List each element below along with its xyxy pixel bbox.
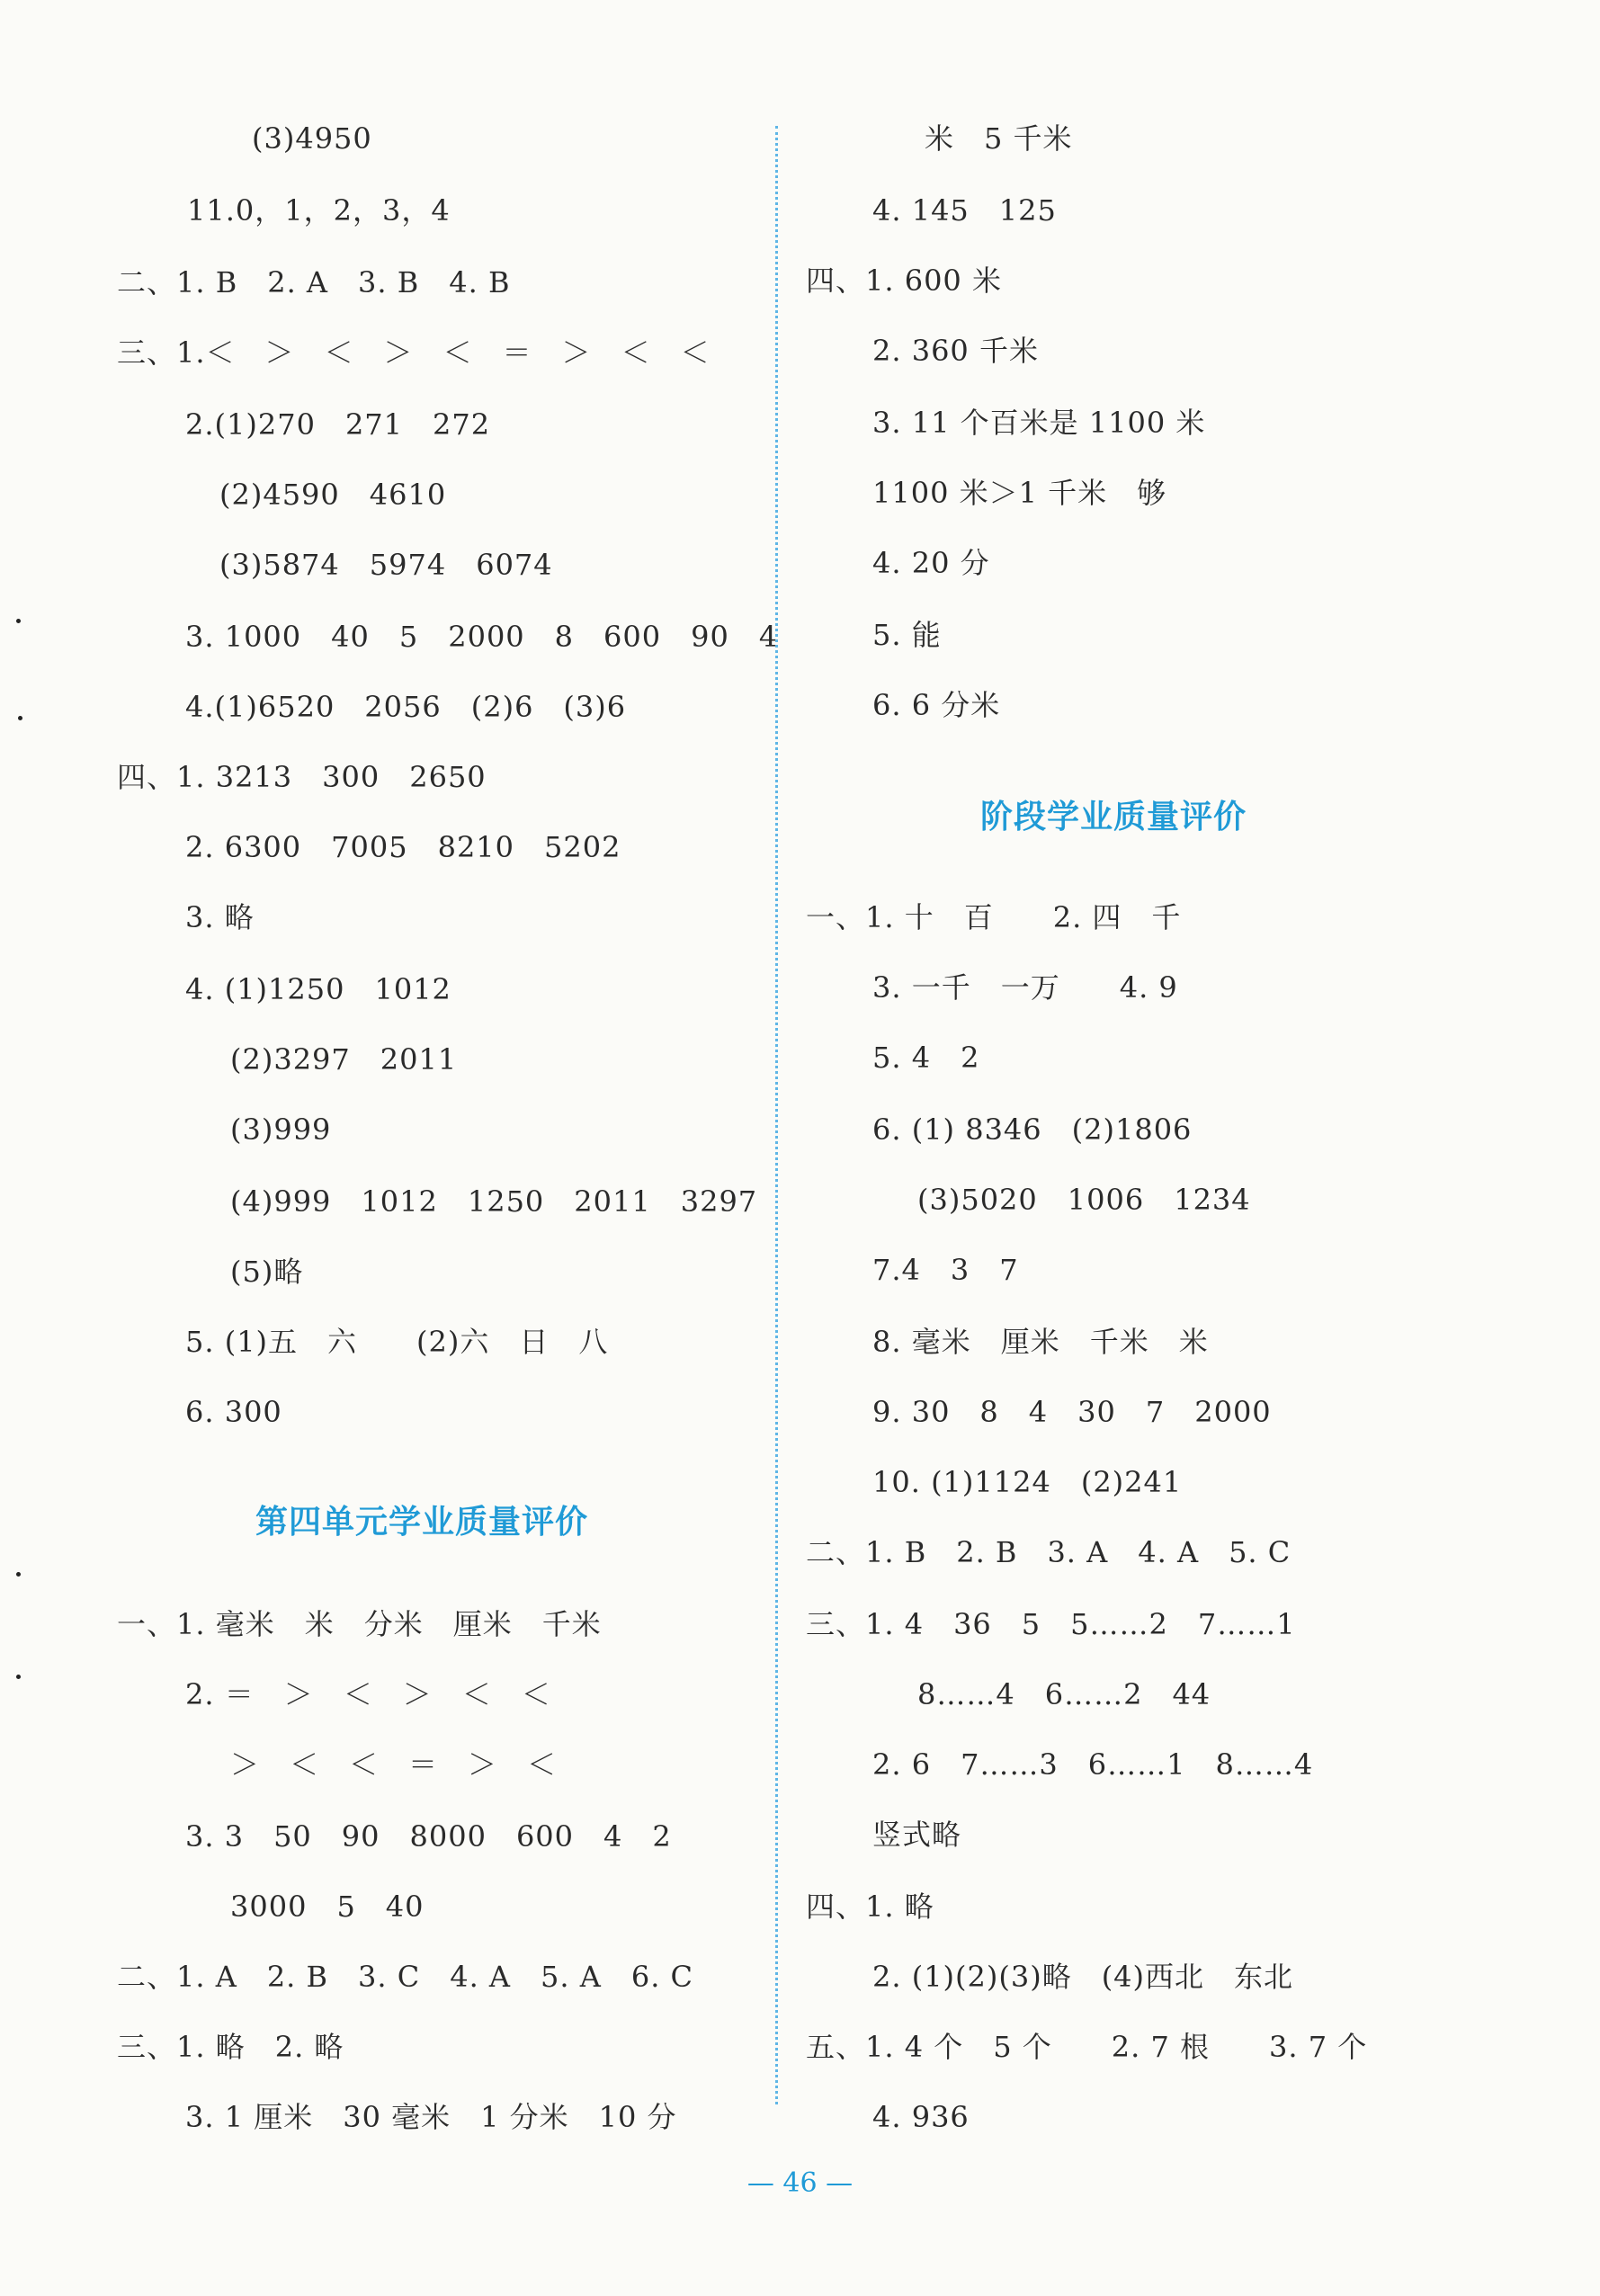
answer-line: 三、1. 4 36 5 5……2 7……1 [806,1607,1296,1641]
answer-line: 8. 毫米 厘米 千米 米 [872,1325,1209,1359]
answer-line: 4. (1)1250 1012 [185,972,451,1006]
answer-line: 三、1. 略 2. 略 [117,2030,344,2064]
answer-line: (4)999 1012 1250 2011 3297 [230,1184,758,1219]
answer-line: 三、1.＜ ＞ ＜ ＞ ＜ ＝ ＞ ＜ ＜ [117,335,711,370]
answer-line: 5. 能 [872,618,942,652]
answer-line: 5. (1)五 六 (2)六 日 八 [185,1325,609,1359]
answer-line: (2)4590 4610 [219,478,447,512]
answer-line: 2.(1)270 271 272 [185,407,491,442]
answer-line: 1100 米＞1 千米 够 [872,476,1167,510]
answer-line: 米 5 千米 [925,121,1073,156]
answer-line: 一、1. 十 百 2. 四 千 [806,900,1182,934]
answer-line: 3. 1000 40 5 2000 8 600 90 4 [185,620,779,654]
answer-line: 四、1. 略 [806,1890,934,1924]
answer-line: 2. 6300 7005 8210 5202 [185,830,621,864]
answer-line: 4. 145 125 [872,193,1057,228]
answer-line: 3000 5 40 [230,1890,425,1924]
answer-line: 6. (1) 8346 (2)1806 [872,1112,1193,1147]
answer-line: 9. 30 8 4 30 7 2000 [872,1395,1272,1429]
answer-line: 3. 11 个百米是 1100 米 [872,406,1206,440]
answer-line: 二、1. A 2. B 3. C 4. A 5. A 6. C [117,1960,694,1994]
answer-line: 8……4 6……2 44 [917,1677,1211,1711]
answer-line: (3)4950 [252,121,372,156]
answer-line: (3)999 [230,1112,332,1147]
answer-line: 4. 20 分 [872,546,990,580]
answer-line: (3)5020 1006 1234 [917,1183,1251,1217]
answer-line: 11.0，1，2，3，4 [187,193,451,228]
section-heading: 第四单元学业质量评价 [255,1503,589,1541]
left-column [0,0,779,2296]
answer-line: 7.4 3 7 [872,1253,1019,1287]
answer-line: 6. 6 分米 [872,688,1001,722]
answer-line: 3. 一千 一万 4. 9 [872,970,1178,1005]
answer-line: 四、1. 600 米 [806,264,1002,298]
answer-line: 四、1. 3213 300 2650 [117,760,487,794]
answer-line: (5)略 [230,1255,304,1289]
page-number: — 46 — [746,2167,854,2199]
column-divider [775,126,778,2104]
answer-line: (2)3297 2011 [230,1042,458,1077]
answer-line: 3. 3 50 90 8000 600 4 2 [185,1819,672,1854]
answer-line: 6. 300 [185,1395,282,1429]
answer-line: 二、1. B 2. B 3. A 4. A 5. C [806,1535,1292,1569]
answer-line: 一、1. 毫米 米 分米 厘米 千米 [117,1607,602,1641]
answer-line: 4. 936 [872,2100,970,2134]
answer-line: 2. 6 7……3 6……1 8……4 [872,1747,1314,1782]
answer-line: 3. 略 [185,900,255,934]
answer-line: 3. 1 厘米 30 毫米 1 分米 10 分 [185,2100,677,2134]
answer-line: 10. (1)1124 (2)241 [872,1465,1183,1499]
answer-line: (3)5874 5974 6074 [219,548,553,582]
answer-line: ＞ ＜ ＜ ＝ ＞ ＜ [230,1747,558,1782]
answer-line: 二、1. B 2. A 3. B 4. B [117,265,511,299]
answer-line: 2. 360 千米 [872,334,1039,368]
answer-line: 5. 4 2 [872,1041,980,1075]
answer-line: 2. ＝ ＞ ＜ ＞ ＜ ＜ [185,1677,551,1711]
answer-line: 2. (1)(2)(3)略 (4)西北 东北 [872,1960,1294,1994]
answer-line: 五、1. 4 个 5 个 2. 7 根 3. 7 个 [806,2030,1368,2064]
answer-line: 4.(1)6520 2056 (2)6 (3)6 [185,690,627,724]
section-heading: 阶段学业质量评价 [980,798,1247,835]
answer-line: 竖式略 [872,1818,962,1852]
